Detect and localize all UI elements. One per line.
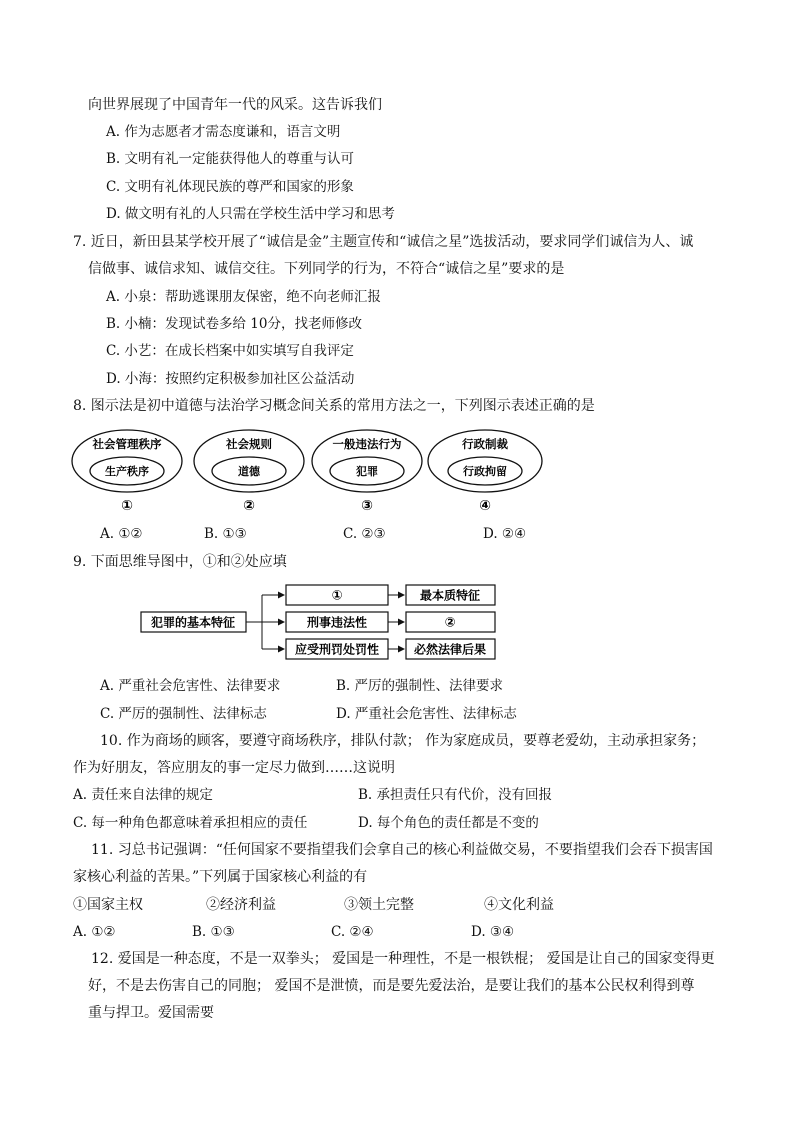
q8-option-c: C. ②③ [343,526,386,542]
q9-option-c: C. 严厉的强制性、法律标志 [100,706,267,722]
q6-option-d: D. 做文明有礼的人只需在学校生活中学习和思考 [106,206,395,222]
q9-right-box-1: 最本质特征 [419,588,481,603]
q6-stem-continuation: 向世界展现了中国青年一代的风采。这告诉我们 [88,97,382,113]
q9-option-d: D. 严重社会危害性、法律标志 [336,706,517,722]
q10-option-d: D. 每个角色的责任都是不变的 [358,815,539,831]
q9-option-a: A. 严重社会危害性、法律要求 [100,678,281,694]
q8-option-b: B. ①③ [204,526,247,542]
q8-d3-outer-label: 一般违法行为 [332,437,402,451]
q11-option-c: C. ②④ [331,924,374,940]
q8-d1-inner-label: 生产秩序 [105,465,149,478]
q8-diagram-3 [312,430,422,514]
q8-ellipse-diagrams [70,426,550,518]
q8-diagram-2 [194,430,304,514]
q11-item-2: ②经济利益 [206,897,276,913]
q11-option-d: D. ③④ [471,924,515,940]
q8-d2-inner-label: 道德 [238,465,260,478]
q7-option-d: D. 小海：按照约定积极参加社区公益活动 [106,371,355,387]
q11-option-b: B. ①③ [192,924,235,940]
q12-stem-line3: 重与捍卫。爱国需要 [88,1005,214,1021]
q11-item-1: ①国家主权 [73,897,143,913]
q9-mid-box-2: 刑事违法性 [306,615,368,630]
q8-d3-number: ③ [361,498,373,514]
q10-stem-line1: 10. 作为商场的顾客，要遵守商场秩序，排队付款； 作为家庭成员，要尊老爱幼，主动承担家务； [100,733,706,749]
q12-stem-line2: 好，不是去伤害自己的同胞； 爱国不是泄愤，而是要先爱法治，是要让我们的基本公民权利得到尊 [88,978,695,994]
q8-d4-outer-label: 行政制裁 [462,437,508,451]
q7-stem-line2: 信做事、诚信求知、诚信交往。下列同学的行为，不符合“诚信之星”要求的是 [88,261,565,277]
q8-d2-outer-label: 社会规则 [226,437,272,451]
q10-option-b: B. 承担责任只有代价，没有回报 [358,787,553,803]
q8-diagram-1 [72,430,182,514]
q8-d4-inner-label: 行政拘留 [463,465,507,478]
q8-stem: 8. 图示法是初中道德与法治学习概念间关系的常用方法之一，下列图示表述正确的是 [73,398,595,414]
q6-option-b: B. 文明有礼一定能获得他人的尊重与认可 [106,151,355,167]
q8-d2-number: ② [243,498,255,514]
q9-right-box-3: 必然法律后果 [413,642,487,657]
q12-stem-line1: 12. 爱国是一种态度，不是一双拳头； 爱国是一种理性，不是一根铁棍； 爱国是让自己的国家变得更 [91,951,715,967]
q6-option-a: A. 作为志愿者才需态度谦和，语言文明 [106,124,341,140]
q10-option-a: A. 责任来自法律的规定 [73,787,213,803]
q8-diagram-4 [428,430,542,514]
q9-mind-map [138,582,500,664]
q8-d3-inner-label: 犯罪 [356,465,378,478]
q9-right-box-2: ② [444,615,456,631]
q11-option-a: A. ①② [73,924,116,940]
q9-root-box: 犯罪的基本特征 [150,615,236,630]
q10-stem-line2: 作为好朋友，答应朋友的事一定尽力做到……这说明 [73,760,395,776]
q8-d4-number: ④ [479,498,491,514]
q6-option-c: C. 文明有礼体现民族的尊严和国家的形象 [106,179,354,195]
q7-option-a: A. 小泉：帮助逃课朋友保密，绝不向老师汇报 [106,289,381,305]
q10-option-c: C. 每一种角色都意味着承担相应的责任 [73,815,308,831]
q9-option-b: B. 严厉的强制性、法律要求 [336,678,504,694]
q11-stem-line1: 11. 习总书记强调：“任何国家不要指望我们会拿自己的核心利益做交易，不要指望我们会吞下损害国 [91,842,713,858]
q9-mid-box-1: ① [331,588,343,604]
q7-option-b: B. 小楠：发现试卷多给 10分，找老师修改 [106,316,362,332]
q7-option-c: C. 小艺：在成长档案中如实填写自我评定 [106,343,354,359]
q8-option-a: A. ①② [100,526,143,542]
q11-stem-line2: 家核心利益的苦果。”下列属于国家核心利益的有 [73,869,368,885]
q11-item-4: ④文化利益 [484,897,554,913]
q7-stem-line1: 7. 近日，新田县某学校开展了“诚信是金”主题宣传和“诚信之星”选拔活动，要求同学们诚信为人、诚 [73,234,694,250]
q8-d1-number: ① [121,498,133,514]
q8-option-d: D. ②④ [483,526,527,542]
q8-d1-outer-label: 社会管理秩序 [92,437,162,451]
q9-stem: 9. 下面思维导图中，①和②处应填 [73,554,287,570]
q9-mid-box-3: 应受刑罚处罚性 [294,642,380,657]
q11-item-3: ③领土完整 [344,897,414,913]
